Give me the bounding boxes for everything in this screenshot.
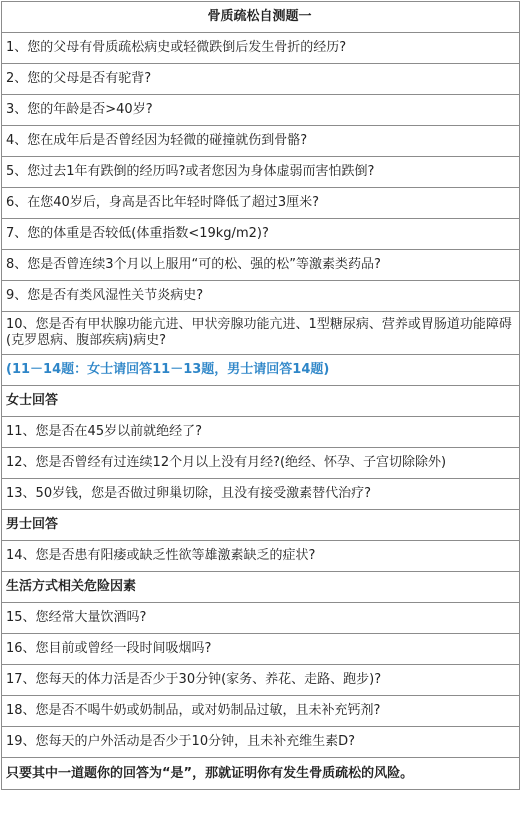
question-row [2, 188, 520, 219]
question-11: 11、您是否在45岁以前就绝经了? [2, 417, 520, 448]
question-row [2, 665, 520, 696]
question-10: 10、您是否有甲状腺功能亢进、甲状旁腺功能亢进、1型糖尿病、营养或胃肠道功能障碍(克罗恩病、腹部疾病)病史? [2, 312, 520, 355]
question-8: 8、您是否曾连续3个月以上服用“可的松、强的松”等激素类药品? [2, 250, 520, 281]
women-section-heading: 女士回答 [2, 386, 520, 417]
question-13: 13、50岁钱，您是否做过卵巢切除，且没有接受激素替代治疗? [2, 479, 520, 510]
question-row [2, 95, 520, 126]
question-1: 1、您的父母有骨质疏松病史或轻微跌倒后发生骨折的经历? [2, 33, 520, 64]
title-row [2, 2, 520, 33]
question-6: 6、在您40岁后，身高是否比年轻时降低了超过3厘米? [2, 188, 520, 219]
question-row [2, 33, 520, 64]
quiz-title: 骨质疏松自测题一 [2, 2, 520, 33]
question-row [2, 603, 520, 634]
question-row [2, 541, 520, 572]
question-row [2, 696, 520, 727]
question-row [2, 281, 520, 312]
question-12: 12、您是否曾经有过连续12个月以上没有月经?(绝经、怀孕、子宫切除除外) [2, 448, 520, 479]
question-row [2, 634, 520, 665]
question-2: 2、您的父母是否有驼背? [2, 64, 520, 95]
question-row [2, 157, 520, 188]
lifestyle-section-heading: 生活方式相关危险因素 [2, 572, 520, 603]
question-15: 15、您经常大量饮酒吗? [2, 603, 520, 634]
question-3: 3、您的年龄是否>40岁? [2, 95, 520, 126]
section-heading-row [2, 572, 520, 603]
question-19: 19、您每天的户外活动是否少于10分钟，且未补充维生素D? [2, 727, 520, 758]
question-row [2, 312, 520, 355]
men-section-heading: 男士回答 [2, 510, 520, 541]
question-5: 5、您过去1年有跌倒的经历吗?或者您因为身体虚弱而害怕跌倒? [2, 157, 520, 188]
question-16: 16、您目前或曾经一段时间吸烟吗? [2, 634, 520, 665]
question-row [2, 417, 520, 448]
question-9: 9、您是否有类风湿性关节炎病史? [2, 281, 520, 312]
section-heading-row [2, 510, 520, 541]
osteoporosis-quiz-table [1, 1, 520, 790]
question-row [2, 126, 520, 157]
question-row [2, 479, 520, 510]
question-row [2, 219, 520, 250]
question-row [2, 727, 520, 758]
conclusion-text: 只要其中一道题你的回答为“是”，那就证明你有发生骨质疏松的风险。 [2, 758, 520, 790]
gender-note-row [2, 355, 520, 386]
question-row [2, 448, 520, 479]
question-14: 14、您是否患有阳痿或缺乏性欲等雄激素缺乏的症状? [2, 541, 520, 572]
question-row [2, 64, 520, 95]
question-7: 7、您的体重是否较低(体重指数<19kg/m2)? [2, 219, 520, 250]
gender-note: (11－14题：女士请回答11－13题，男士请回答14题) [2, 355, 520, 386]
question-18: 18、您是否不喝牛奶或奶制品，或对奶制品过敏，且未补充钙剂? [2, 696, 520, 727]
conclusion-row [2, 758, 520, 790]
question-17: 17、您每天的体力活是否少于30分钟(家务、养花、走路、跑步)? [2, 665, 520, 696]
section-heading-row [2, 386, 520, 417]
question-row [2, 250, 520, 281]
question-4: 4、您在成年后是否曾经因为轻微的碰撞就伤到骨骼? [2, 126, 520, 157]
